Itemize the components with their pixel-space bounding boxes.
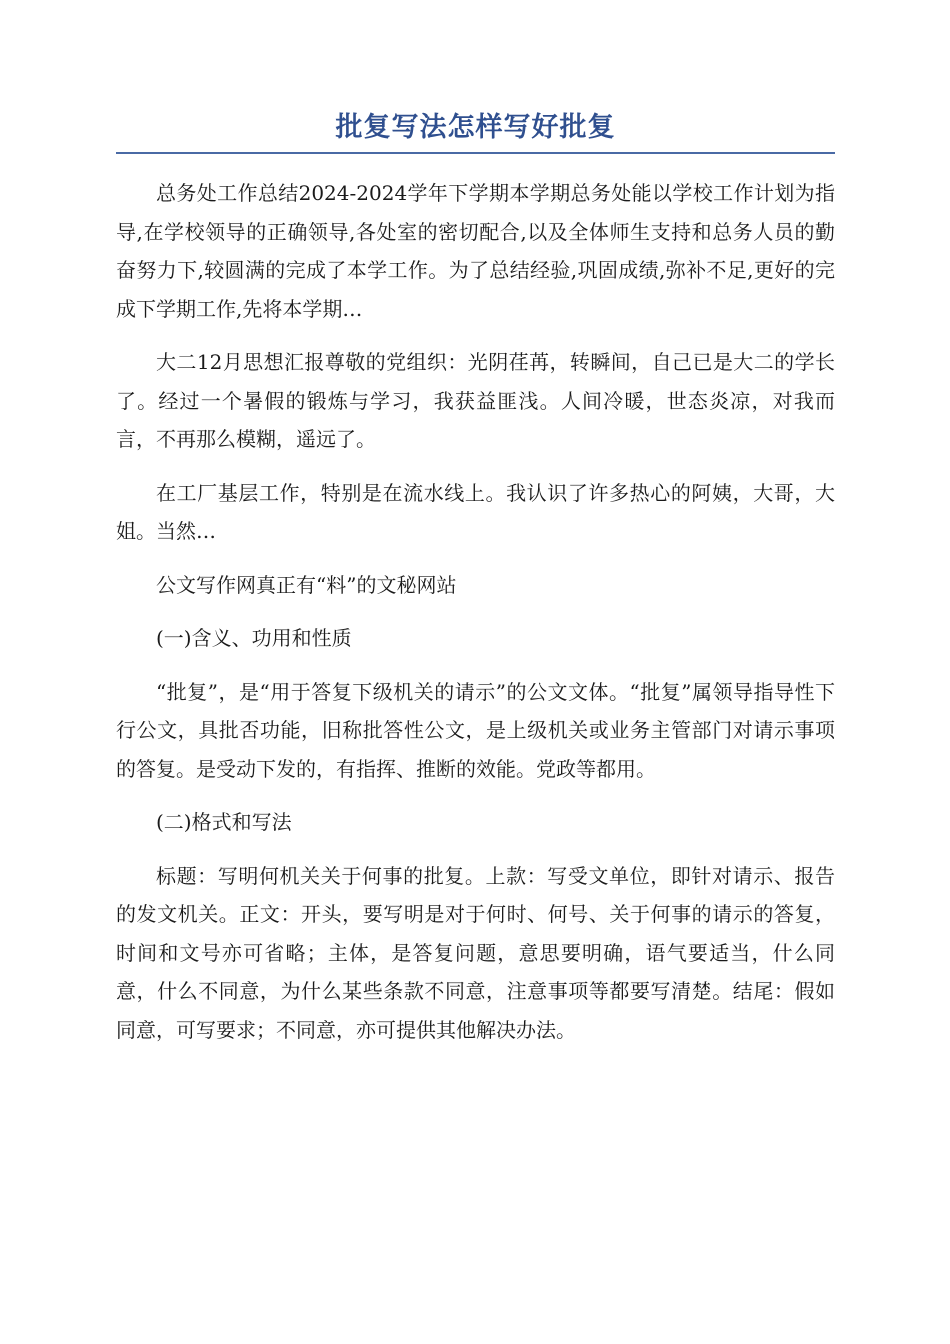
document-page [116,108,835,1064]
paragraph-format-details: 标题：写明何机关关于何事的批复。上款：写受文单位，即针对请示、报告的发文机关。正文：开头，要写明是对于何时、何号、关于何事的请示的答复，时间和文号亦可省略；主体，是答复问题，意思要明确，语气要适当，什么同意，什么不同意，为什么某些条款不同意，注意事项等都要写清楚。结尾：假如同意，可写要求；不同意，亦可提供其他解决办法。 [116,863,835,1042]
paragraph-definition: “批复”，是“用于答复下级机关的请示”的公文文体。“批复”属领导指导性下行公文，具批否功能，旧称批答性公文，是上级机关或业务主管部门对请示事项的答复。是受动下发的，有指挥、推断的效能。党政等都用。 [116,679,835,781]
document-title: 批复写法怎样写好批复 [335,112,616,143]
paragraph-site-slogan: 公文写作网真正有“料”的文秘网站 [156,572,457,597]
section-heading-meaning: (一)含义、功用和性质 [156,626,352,650]
paragraph-factory-work: 在工厂基层工作，特别是在流水线上。我认识了许多热心的阿姨，大哥，大姐。当然… [116,480,835,543]
document-body [116,174,835,1049]
paragraph-thought-report: 大二12月思想汇报尊敬的党组织：光阴荏苒，转瞬间，自己已是大二的学长了。经过一个暑假的锻炼与学习，我获益匪浅。人间冷暖，世态炎凉，对我而言，不再那么模糊，遥远了。 [116,350,835,451]
title-underline [116,152,835,154]
paragraph-summary: 总务处工作总结2024-2024学年下学期本学期总务处能以学校工作计划为指导,在学校领导的正确领导,各处室的密切配合,以及全体师生支持和总务人员的勤奋努力下,较圆满的完成了本学工作。为了总结经验,巩固成绩,弥补不足,更好的完成下学期工作,先将本学期… [116,181,835,321]
section-heading-format: (二)格式和写法 [156,810,292,834]
